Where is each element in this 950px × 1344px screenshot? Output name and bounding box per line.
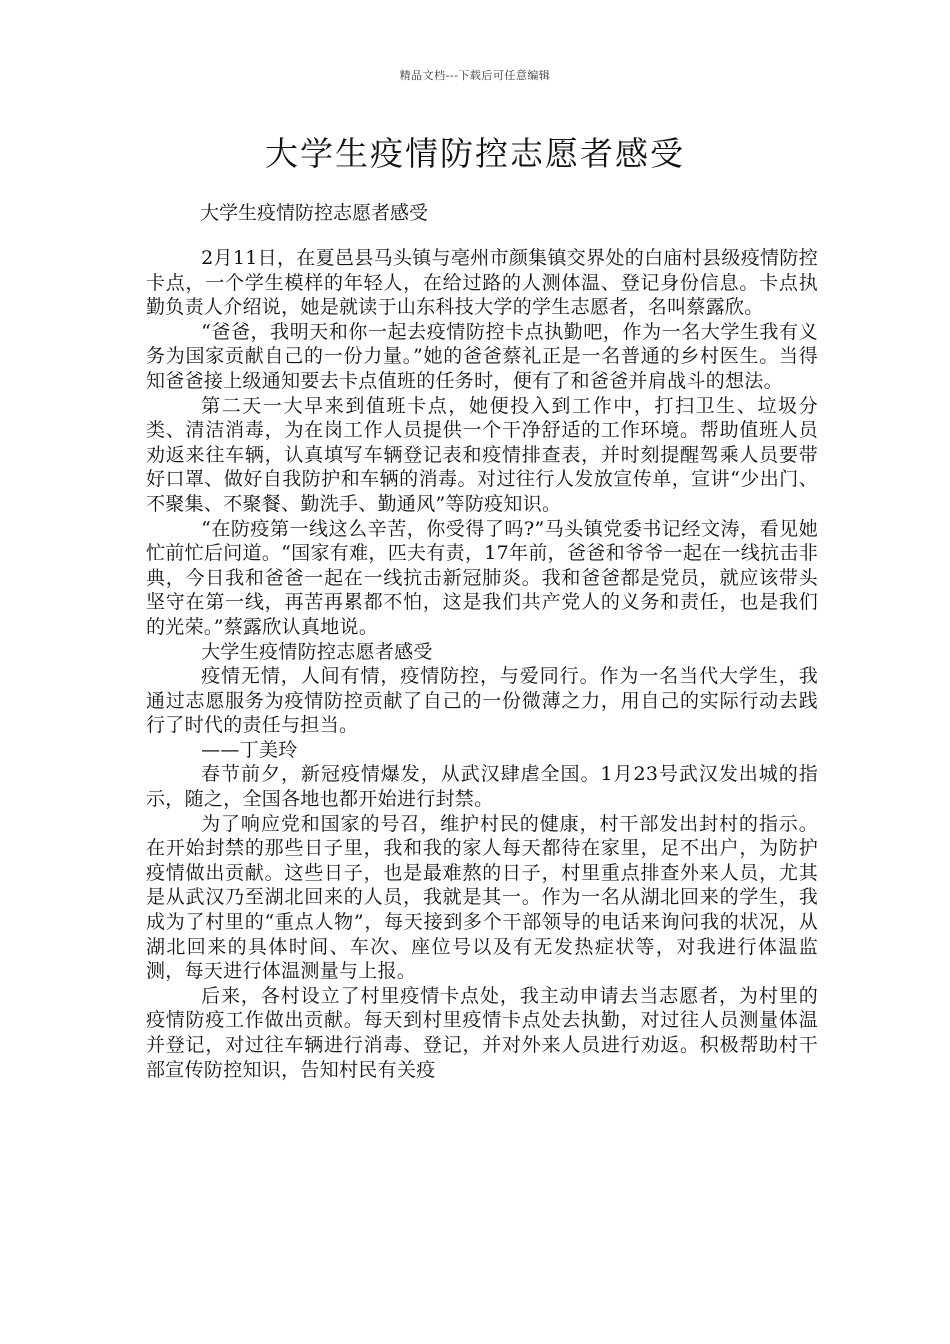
paragraph: 2月11日，在夏邑县马头镇与亳州市颜集镇交界处的白庙村县级疫情防控卡点，一个学生模样的年轻人，在给过路的人测体温、登记身份信息。卡点执勤负责人介绍说，她是就读于山东科技大学的学生志愿者，名叫蔡露欣。 [146,247,818,319]
header-note: 精品文档---下载后可任意编辑 [399,69,551,82]
paragraph: 春节前夕，新冠疫情爆发，从武汉肆虐全国。1月23号武汉发出城的指示，随之，全国各地也都开始进行封禁。 [146,763,818,811]
paragraph: “在防疫第一线这么辛苦，你受得了吗?”马头镇党委书记经文涛，看见她忙前忙后问道。“国家有难，匹夫有责，17年前，爸爸和爷爷一起在一线抗击非典，今日我和爸爸一起在一线抗击新冠肺炎。我和爸爸都是党员，就应该带头坚守在第一线，再苦再累都不怕，这是我们共产党人的义务和责任，也是我们的光荣。”蔡露欣认真地说。 [146,517,818,638]
paragraph: 第二天一大早来到值班卡点，她便投入到工作中，打扫卫生、垃圾分类、清洁消毒，为在岗工作人员提供一个干净舒适的工作环境。帮助值班人员劝返来往车辆，认真填写车辆登记表和疫情排查表，并时刻提醒驾乘人员要带好口罩、做好自我防护和车辆的消毒。对过往行人发放宣传单，宣讲“少出门、不聚集、不聚餐、勤洗手、勤通风”等防疫知识。 [146,394,818,515]
paragraph: 为了响应党和国家的号召，维护村民的健康，村干部发出封村的指示。在开始封禁的那些日子里，我和我的家人每天都待在家里，足不出户，为防护疫情做出贡献。这些日子，也是最难熬的日子，村里重点排查外来人员，尤其是从武汉乃至湖北回来的人员，我就是其一。作为一名从湖北回来的学生，我成为了村里的“重点人物”，每天接到多个干部领导的电话来询问我的状况，从湖北回来的具体时间、车次、座位号以及有无发热症状等，对我进行体温监测，每天进行体温测量与上报。 [146,812,818,983]
paragraph: “爸爸，我明天和你一起去疫情防控卡点执勤吧，作为一名大学生我有义务为国家贡献自己的一份力量。”她的爸爸蔡礼正是一名普通的乡村医生。当得知爸爸接上级通知要去卡点值班的任务时，便有了和爸爸并肩战斗的想法。 [146,320,818,392]
author-signature: ——丁美玲 [201,738,298,761]
document-subtitle: 大学生疫情防控志愿者感受 [200,202,429,224]
document-body [146,246,818,1306]
document-title: 大学生疫情防控志愿者感受 [265,134,685,173]
paragraph: 疫情无情，人间有情，疫情防控，与爱同行。作为一名当代大学生，我通过志愿服务为疫情防控贡献了自己的一份微薄之力，用自己的实际行动去践行了时代的责任与担当。 [146,665,818,737]
section-heading: 大学生疫情防控志愿者感受 [201,640,433,663]
paragraph: 后来，各村设立了村里疫情卡点处，我主动申请去当志愿者，为村里的疫情防疫工作做出贡献。每天到村里疫情卡点处去执勤，对过往人员测量体温并登记，对过往车辆进行消毒、登记，并对外来人员进行劝返。积极帮助村干部宣传防控知识，告知村民有关疫 [146,984,818,1081]
